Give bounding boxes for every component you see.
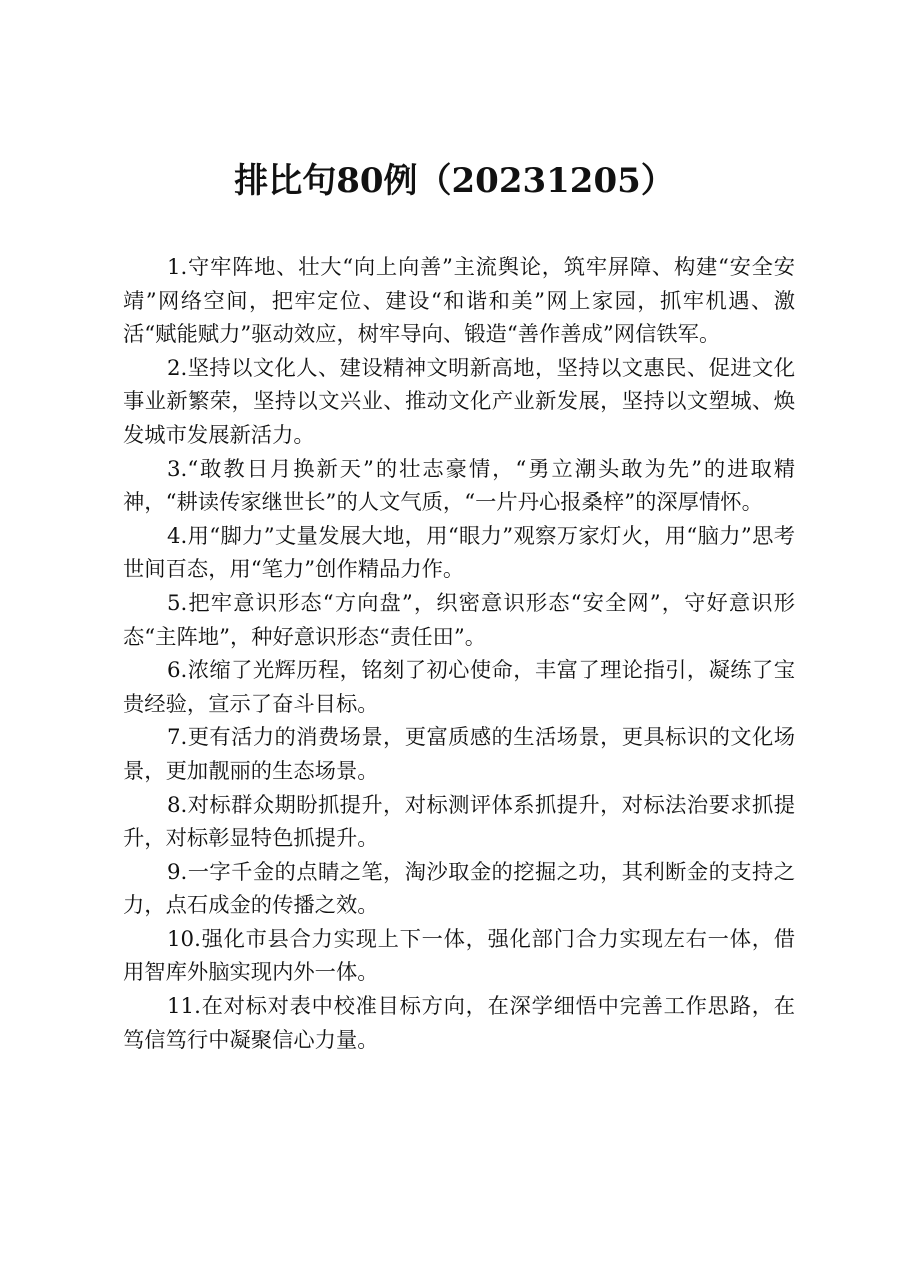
paragraph-5: 5.把牢意识形态“方向盘”，织密意识形态“安全网”，守好意识形态“主阵地”，种好意识形态“责任田”。 xyxy=(123,590,795,650)
paragraph-8: 8.对标群众期盼抓提升，对标测评体系抓提升，对标法治要求抓提升，对标彰显特色抓提升。 xyxy=(123,792,795,852)
paragraph-11: 11.在对标对表中校准目标方向，在深学细悟中完善工作思路，在笃信笃行中凝聚信心力量。 xyxy=(123,994,795,1053)
document-body xyxy=(123,251,795,1057)
paragraph-9: 9.一字千金的点睛之笔，淘沙取金的挖掘之功，其利断金的支持之力，点石成金的传播之效。 xyxy=(123,859,795,919)
paragraph-7: 7.更有活力的消费场景，更富质感的生活场景，更具标识的文化场景，更加靓丽的生态场景。 xyxy=(123,725,795,784)
paragraph-10: 10.强化市县合力实现上下一体，强化部门合力实现左右一体，借用智库外脑实现内外一体。 xyxy=(123,926,795,986)
document-title: 排比句80例（20231205） xyxy=(234,161,675,201)
paragraph-6: 6.浓缩了光辉历程，铭刻了初心使命，丰富了理论指引，凝练了宝贵经验，宣示了奋斗目标。 xyxy=(123,658,795,717)
paragraph-3: 3.“敢教日月换新天”的壮志豪情，“勇立潮头敢为先”的进取精神，“耕读传家继世长”的人文气质，“一片丹心报桑梓”的深厚情怀。 xyxy=(123,456,795,516)
paragraph-4: 4.用“脚力”丈量发展大地，用“眼力”观察万家灯火，用“脑力”思考世间百态，用“笔力”创作精品力作。 xyxy=(123,523,795,583)
paragraph-2: 2.坚持以文化人、建设精神文明新高地，坚持以文惠民、促进文化事业新繁荣，坚持以文兴业、推动文化产业新发展，坚持以文塑城、焕发城市发展新活力。 xyxy=(123,355,795,448)
paragraph-1: 1.守牢阵地、壮大“向上向善”主流舆论，筑牢屏障、构建“安全安靖”网络空间，把牢定位、建设“和谐和美”网上家园，抓牢机遇、激活“赋能赋力”驱动效应，树牢导向、锻造“善作善成”网信铁军。 xyxy=(123,255,795,348)
